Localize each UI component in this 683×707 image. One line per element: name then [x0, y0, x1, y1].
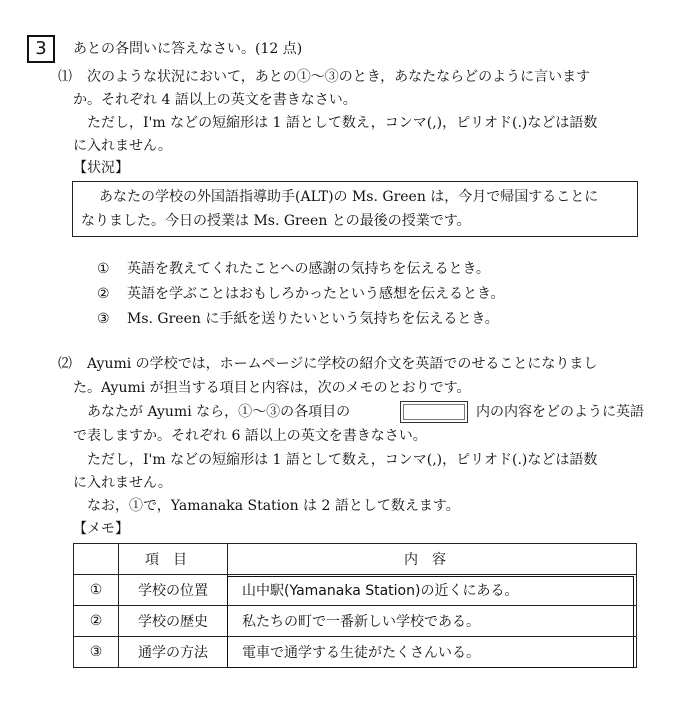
part2-instruction-line2: た。Ayumi が担当する項目と内容は，次のメモのとおりです。	[73, 380, 471, 396]
memo-header-num	[74, 544, 119, 575]
part2-label: ⑵	[58, 356, 72, 372]
part1-item-1-num: ①	[97, 261, 110, 277]
memo-row-1-item: 学校の位置	[119, 575, 228, 606]
situation-text-line1: あなたの学校の外国語指導助手(ALT)の Ms. Green は，今月で帰国することに	[99, 189, 599, 205]
memo-table	[73, 543, 637, 668]
table-row	[74, 637, 637, 668]
part1-note-line1: ただし，I'm などの短縮形は 1 語として数え，コンマ(,)，ピリオド(.)などは語数	[87, 115, 598, 131]
memo-row-1-num: ①	[74, 575, 119, 606]
memo-row-3-content: 電車で通学する生徒がたくさんいる。	[228, 637, 637, 668]
part2-instruction-line3a: あなたが Ayumi なら，①～③の各項目の	[87, 404, 351, 420]
memo-row-3-num: ③	[74, 637, 119, 668]
table-row	[74, 575, 637, 606]
part1-instruction-line1: 次のような状況において，あとの①～③のとき，あなたならどのように言います	[87, 69, 591, 85]
situation-label: 【状況】	[73, 160, 129, 176]
memo-label: 【メモ】	[73, 521, 129, 537]
part2-note-line3: なお，①で，Yamanaka Station は 2 語として数えます。	[87, 498, 460, 514]
part1-item-2-num: ②	[97, 286, 110, 302]
part1-item-1-text: 英語を教えてくれたことへの感謝の気持ちを伝えるとき。	[127, 261, 490, 277]
table-row	[74, 606, 637, 637]
memo-row-2-item: 学校の歴史	[119, 606, 228, 637]
memo-row-2-content: 私たちの町で一番新しい学校である。	[228, 606, 637, 637]
part1-item-3-text: Ms. Green に手紙を送りたいという気持ちを伝えるとき。	[127, 311, 499, 327]
part1-item-2-text: 英語を学ぶことはおもしろかったという感想を伝えるとき。	[127, 286, 505, 302]
memo-table-header	[74, 544, 637, 575]
part1-item-3-num: ③	[97, 311, 110, 327]
question-number-box: 3	[27, 35, 55, 63]
part1-instruction-line2: か。それぞれ 4 語以上の英文を書きなさい。	[73, 92, 357, 108]
part2-instruction-line3b: 内の内容をどのように英語	[476, 404, 644, 420]
part2-instruction-line4: で表しますか。それぞれ 6 語以上の英文を書きなさい。	[73, 428, 427, 444]
part1-note-line2: に入れません。	[73, 138, 172, 154]
memo-header-content: 内容	[228, 544, 637, 575]
memo-row-2-num: ②	[74, 606, 119, 637]
situation-text-line2: なりました。今日の授業は Ms. Green との最後の授業です。	[81, 213, 471, 229]
memo-row-1-content: 山中駅(Yamanaka Station)の近くにある。	[228, 575, 637, 606]
part2-instruction-line1: Ayumi の学校では，ホームページに学校の紹介文を英語でのせることになりまし	[87, 356, 598, 372]
part2-note-line2: に入れません。	[73, 475, 172, 491]
memo-header-item: 項目	[119, 544, 228, 575]
part1-label: ⑴	[58, 69, 72, 85]
memo-row-3-item: 通学の方法	[119, 637, 228, 668]
question-intro: あとの各問いに答えなさい。(12 点)	[73, 41, 303, 57]
part2-note-line1: ただし，I'm などの短縮形は 1 語として数え，コンマ(,)，ピリオド(.)などは語数	[87, 452, 598, 468]
blank-frame-sample	[400, 401, 468, 423]
